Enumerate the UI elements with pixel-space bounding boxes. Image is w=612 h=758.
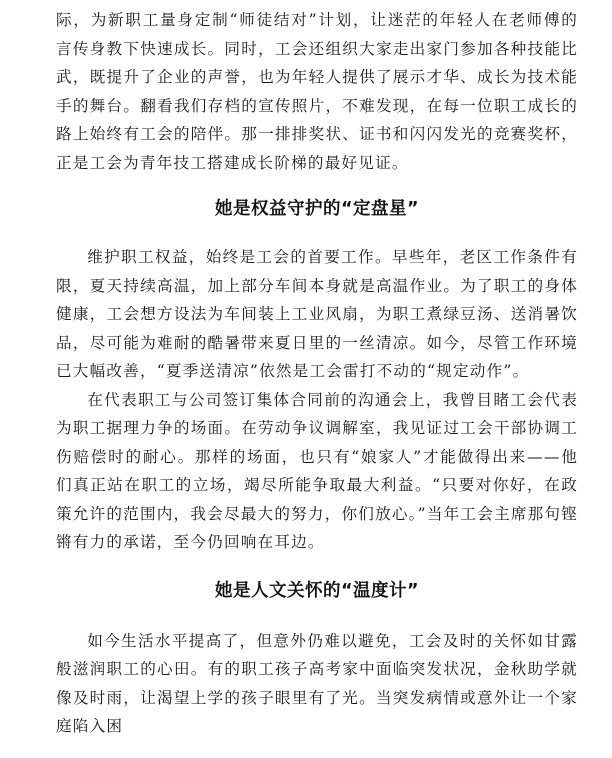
paragraph-collective-contract: 在代表职工与公司签订集体合同前的沟通会上，我曾目睹工会代表为职工据理力争的场面。在劳动争议调解室，我见证过工会干部协调工伤赔偿时的耐心。那样的场面，也只有“娘家人”才能做得出来——他们真正站在职工的立场，竭尽所能争取最大利益。“只要对你好，在政策允许的范围内，我会尽最大的努力，你们放心。”当年工会主席那句铿锵有力的承诺，至今仍回响在耳边。 — [56, 390, 578, 551]
paragraph-mentorship: 际，为新职工量身定制“师徒结对”计划，让迷茫的年轻人在老师傅的言传身教下快速成长。同时，工会还组织大家走出家门参加各种技能比武，既提升了企业的声誉，也为年轻人提供了展示才华、成长为技术能手的舞台。翻看我们存档的宣传照片，不难发现，在每一位职工成长的路上始终有工会的陪伴。那一排排奖状、证书和闪闪发光的竞赛奖杯，正是工会为青年技工搭建成长阶梯的最好见证。 — [56, 11, 578, 172]
heading-rights-protection: 她是权益守护的“定盘星” — [214, 199, 419, 219]
paragraph-care: 如今生活水平提高了，但意外仍难以避免，工会及时的关怀如甘露般滋润职工的心田。有的职工孩子高考家中面临突发状况，金秋助学就像及时雨，让渴望上学的孩子眼里有了光。当突发病情或意外让一个家庭陷入困 — [56, 631, 578, 735]
heading-humanistic-care: 她是人文关怀的“温度计” — [214, 580, 419, 601]
paragraph-summer-cooling: 维护职工权益，始终是工会的首要工作。早些年，老区工作条件有限，夏天持续高温，加上部分车间本身就是高温作业。为了职工的身体健康，工会想方设法为车间装上工业风扇，为职工煮绿豆汤、送消暑饮品，尽可能为难耐的酷暑带来夏日里的一丝清凉。如今，尽管工作环境已大幅改善，“夏季送清凉”依然是工会雷打不动的“规定动作”。 — [56, 248, 578, 380]
